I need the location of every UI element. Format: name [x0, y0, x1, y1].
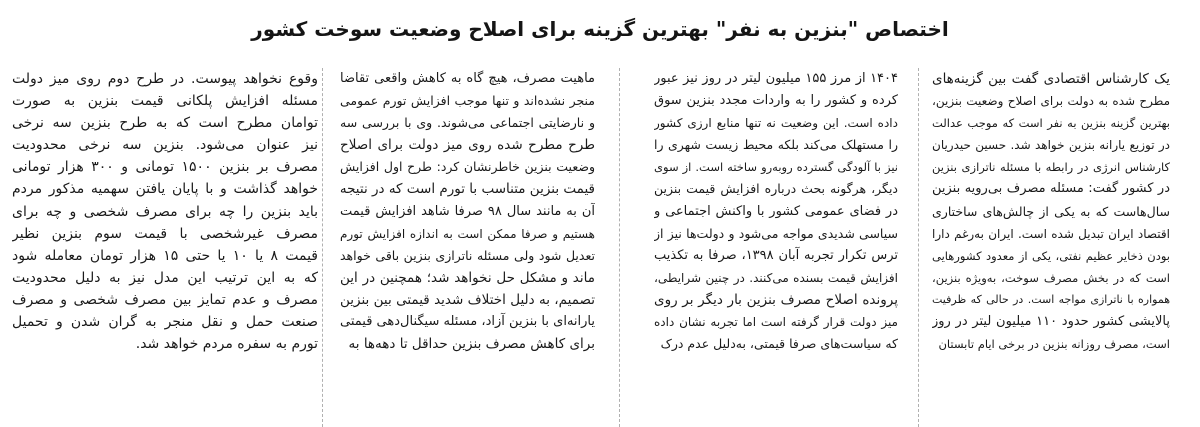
article-line: ماند و مشکل حل نخواهد شد؛ همچنین در این — [340, 269, 595, 286]
article-line: وضعیت بنزین خاطرنشان کرد: طرح اول افزایش — [340, 159, 595, 175]
article-column-3 — [340, 68, 595, 427]
article-line: مصرف بر بنزین ۱۵۰۰ تومانی و ۳۰۰ هزار تومانی — [12, 159, 318, 176]
column-divider — [918, 68, 919, 427]
article-line: ۱۴۰۴ از مرز ۱۵۵ میلیون لیتر در روز نیز عبور — [654, 71, 898, 86]
article-line: قیمت بنزین متناسب با تورم است که در نتیجه — [340, 181, 595, 198]
article-line: در کشور گفت: مسئله مصرف بی‌رویه بنزین — [932, 181, 1170, 197]
article-line: داده است. این وضعیت نه تنها منابع ارزی کشور — [654, 116, 898, 131]
article-line: مسئله افزایش پلکانی قیمت بنزین به صورت — [12, 93, 318, 110]
article-line: بهترین گزینه بنزین به نفر است که موجب عدالت — [932, 116, 1170, 131]
article-line: مصرف و عدم تمایز بین مصرف شخصی و مصرف — [12, 291, 318, 308]
article-line: مطرح شده به دولت برای اصلاح وضعیت بنزین، — [932, 94, 1170, 109]
article-line: آن به مانند سال ۹۸ صرفا شاهد افزایش قیمت — [340, 203, 595, 219]
article-line: منجر نشده‌اند و تنها موجب افزایش تورم عمومی — [340, 93, 595, 109]
article-line: مصرف غیرشخصی با قیمت سوم بنزین نظیر — [12, 225, 318, 242]
article-line: سیاسی شدیدی مواجه می‌شود و دولت‌ها نیز از — [654, 225, 898, 241]
article-line: پالایشی کشور حدود ۱۱۰ میلیون لیتر در روز — [932, 314, 1170, 330]
article-line: پرونده اصلاح مصرف بنزین بار دیگر بر روی — [654, 291, 898, 308]
article-line: نیز با آلودگی گسترده روبه‌رو ساخته است. از سوی — [654, 160, 898, 175]
article-line: که سیاست‌های صرفا قیمتی، به‌دلیل عدم درک — [660, 336, 898, 352]
article-line: کرده و کشور را به واردات مجدد بنزین سوق — [654, 93, 898, 109]
article-line: طرح مطرح شده روی میز دولت برای اصلاح — [340, 137, 595, 154]
article-line: همواره با ناترازی مواجه است. در حالی که ظرفیت — [932, 292, 1170, 306]
article-line: در توزیع یارانه بنزین خواهد شد. حسین حیدریان — [932, 138, 1170, 153]
article-line: خواهد گذاشت و با پایان یافتن سهمیه مذکور مردم — [12, 181, 318, 198]
article-line: را مستهلک می‌کند بلکه محیط زیست شهری را — [654, 137, 898, 153]
article-line: تعدیل شود ولی مسئله ناترازی بنزین باقی خواهد — [340, 247, 595, 263]
article-line: قیمت ۸ یا ۱۰ یا حتی ۱۵ هزار تومان معامله شود — [12, 247, 318, 264]
article-line: و نارضایتی اجتماعی می‌شوند. وی با بررسی سه — [340, 115, 595, 131]
article-column-2 — [654, 68, 898, 427]
article-line: بودن ذخایر عظیم نفتی، یکی از معدود کشورهایی — [932, 248, 1170, 263]
article-line: افزایش قیمت بسنده می‌کنند. در چنین شرایطی، — [654, 270, 898, 285]
article-column-1 — [932, 68, 1170, 427]
article-body — [0, 68, 1200, 427]
article-line: تصمیم، به دلیل اختلاف شدید قیمتی بین بنزین — [340, 291, 595, 308]
article-line: ترس تکرار تجربه آبان ۱۳۹۸، صرفا به تکذیب — [654, 247, 898, 263]
article-line: باید بنزین را چه برای مصرف شخصی و چه برای — [12, 203, 318, 220]
article-line: یک کارشناس اقتصادی گفت بین گزینه‌های — [932, 71, 1170, 87]
article-line: هستیم و صرفا ممکن است به اندازه افزایش تورم — [340, 226, 595, 241]
headline: اختصاص "بنزین به نفر" بهترین گزینه برای اصلاح وضعیت سوخت کشور — [251, 17, 949, 41]
article-line: وقوع نخواهد پیوست. در طرح دوم روی میز دولت — [12, 71, 318, 87]
article-line: است که در بخش مصرف سوخت، به‌ویژه بنزین، — [932, 270, 1170, 285]
article-line: در فضای عمومی کشور با واکنش اجتماعی و — [654, 203, 898, 219]
column-divider — [619, 68, 620, 427]
article-line: صنعت حمل و نقل منجر به گران شدن و تحمیل — [12, 314, 318, 331]
article-line: کارشناس انرژی در رابطه با مسئله ناترازی بنزین — [932, 160, 1170, 175]
article-line: نیز عنوان می‌شود. بنزین سه نرخی محدودیت — [12, 137, 318, 154]
article-line: اقتصاد ایران تبدیل شده است. ایران به‌رغم دارا — [932, 226, 1170, 241]
article-line: که به این ترتیب این مدل نیز به دلیل محدودیت — [12, 269, 318, 286]
article-line: تورم به سفره مردم خواهد شد. — [135, 336, 318, 353]
article-line: یارانه‌ای با بنزین آزاد، مسئله سیگنال‌دهی قیمتی — [340, 314, 595, 330]
article-line: توامان مطرح است که به طرح بنزین سه نرخی — [12, 115, 318, 132]
article-line: میز دولت قرار گرفته است اما تجربه نشان داده — [654, 315, 898, 330]
article-line: است، مصرف روزانه بنزین در برخی ایام تابستان — [938, 337, 1170, 352]
article-line: ماهیت مصرف، هیچ گاه به کاهش واقعی تقاضا — [340, 71, 595, 86]
article-line: برای کاهش مصرف بنزین حداقل تا دهه‌ها به — [348, 336, 595, 353]
column-divider — [322, 68, 323, 427]
article-line: دیگر، هرگونه بحث درباره افزایش قیمت بنزین — [654, 181, 898, 197]
article-column-4 — [12, 68, 318, 427]
article-line: سال‌هاست که به یکی از چالش‌های ساختاری — [932, 203, 1170, 219]
